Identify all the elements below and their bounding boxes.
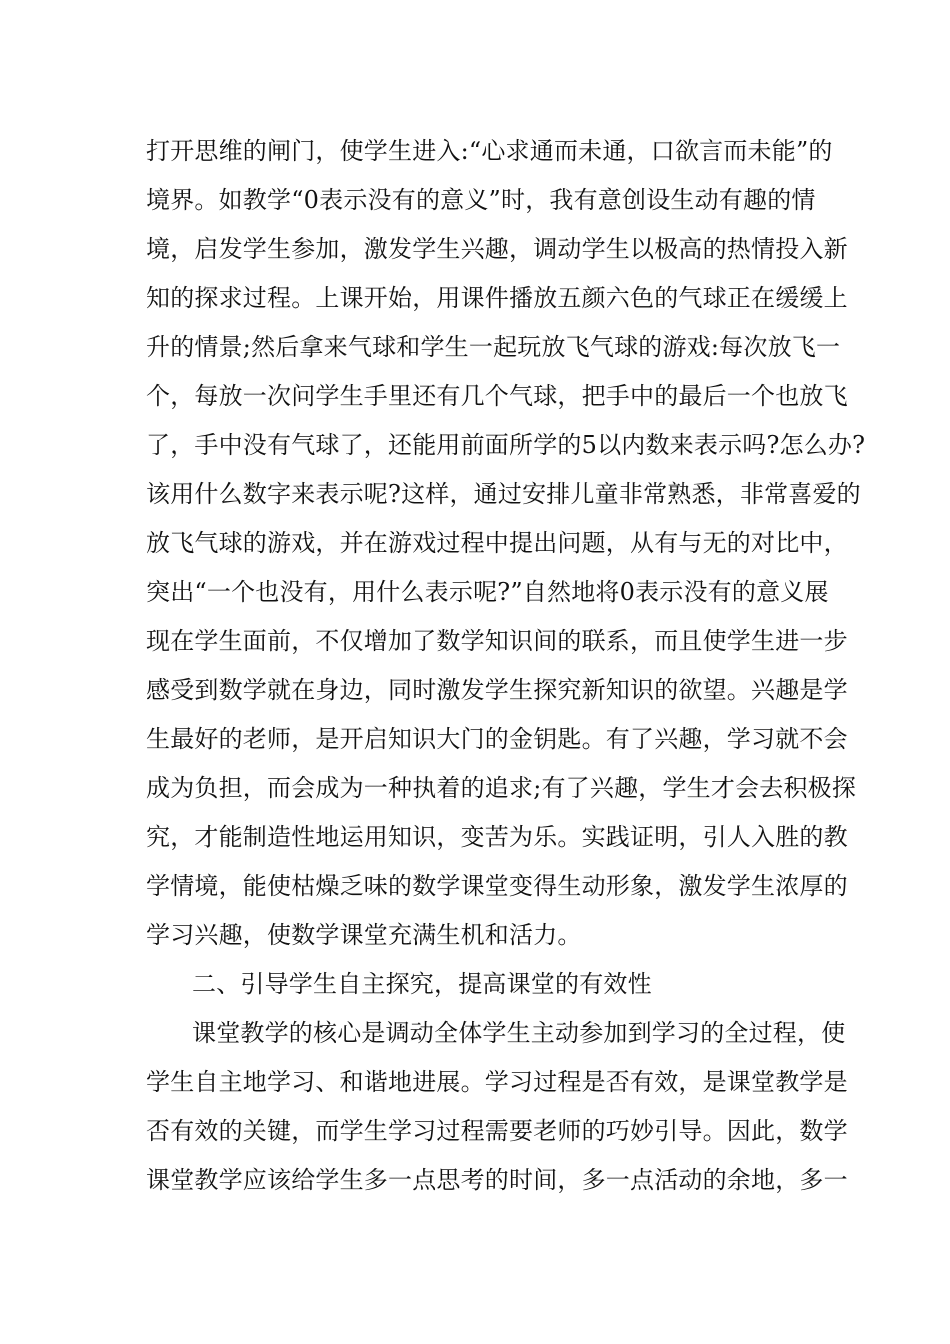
text-line: 现在学生面前，不仅增加了数学知识间的联系，而且使学生进一步 — [146, 627, 848, 655]
text-line: 放飞气球的游戏，并在游戏过程中提出问题，从有与无的对比中， — [146, 529, 848, 557]
text-line: 个，每放一次问学生手里还有几个气球，把手中的最后一个也放飞 — [146, 382, 848, 410]
text-line: 升的情景;然后拿来气球和学生一起玩放飞气球的游戏:每次放飞一 — [146, 333, 841, 361]
text-line: 学生自主地学习、和谐地进展。学习过程是否有效，是课堂教学是 — [146, 1068, 848, 1096]
text-line: 课堂教学应该给学生多一点思考的时间，多一点活动的余地，多一 — [146, 1166, 848, 1194]
text-line: 知的探求过程。上课开始，用课件播放五颜六色的气球正在缓缓上 — [146, 284, 848, 312]
text-line: 否有效的关键，而学生学习过程需要老师的巧妙引导。因此，数学 — [146, 1117, 848, 1145]
text-line: 感受到数学就在身边，同时激发学生探究新知识的欲望。兴趣是学 — [146, 676, 848, 704]
text-line: 课堂教学的核心是调动全体学生主动参加到学习的全过程，使 — [192, 1019, 846, 1047]
text-line: 成为负担，而会成为一种执着的追求;有了兴趣，学生才会去积极探 — [146, 774, 857, 802]
text-line: 该用什么数字来表示呢?这样，通过安排儿童非常熟悉，非常喜爱的 — [146, 480, 861, 508]
text-line: 究，才能制造性地运用知识，变苦为乐。实践证明，引人入胜的教 — [146, 823, 848, 851]
text-line: 突出“一个也没有，用什么表示呢?”自然地将0表示没有的意义展 — [146, 578, 829, 606]
section-heading: 二、引导学生自主探究，提高课堂的有效性 — [192, 970, 652, 998]
text-line: 境界。如教学“0表示没有的意义”时，我有意创设生动有趣的情 — [146, 186, 816, 214]
text-line: 了，手中没有气球了，还能用前面所学的5以内数来表示吗?怎么办? — [146, 431, 866, 459]
text-line: 学情境，能使枯燥乏味的数学课堂变得生动形象，激发学生浓厚的 — [146, 872, 848, 900]
text-line: 生最好的老师，是开启知识大门的金钥匙。有了兴趣，学习就不会 — [146, 725, 848, 753]
text-line: 打开思维的闸门，使学生进入:“心求通而未通，口欲言而未能”的 — [146, 137, 833, 165]
text-line: 学习兴趣，使数学课堂充满生机和活力。 — [146, 921, 582, 949]
text-line: 境，启发学生参加，激发学生兴趣，调动学生以极高的热情投入新 — [146, 235, 848, 263]
